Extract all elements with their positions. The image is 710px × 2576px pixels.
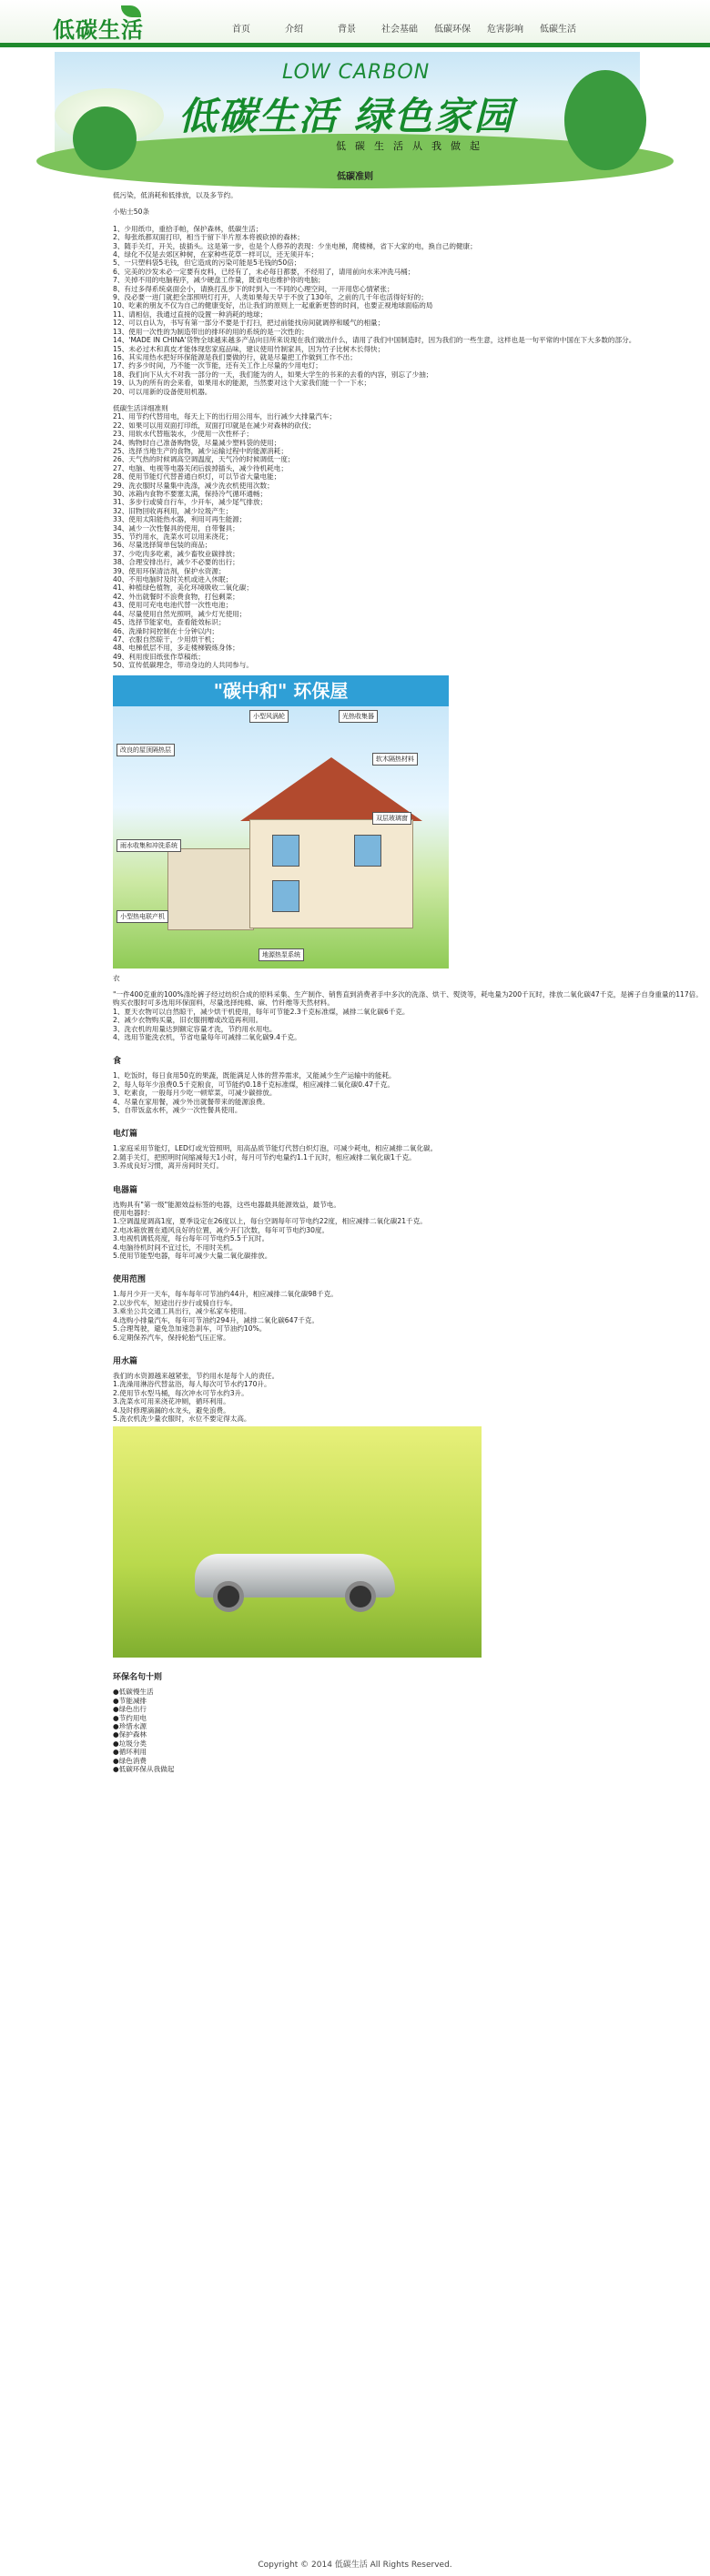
rules-list: [113, 412, 597, 669]
paragraph-line: 购买衣服时可多选用环保面料，尽量选择纯棉、麻、竹纤维等天然材料。: [113, 999, 334, 1008]
list-item: 50、宣传低碳理念，带动身边的人共同参与。: [113, 661, 253, 670]
nav-item-intro[interactable]: 介绍: [285, 25, 303, 35]
paragraph-line: 3、洗衣机的用量达到额定容量才洗，节约用水用电。: [113, 1024, 277, 1033]
house-image-title: "碳中和" 环保屋: [113, 675, 449, 706]
list-item: ●保护森林: [113, 1730, 147, 1739]
paragraph-line: 2、每人每年少浪费0.5千克粮食，可节能约0.18千克标准煤，相应减排二氧化碳0.47千克。: [113, 1080, 394, 1089]
nav-item-social[interactable]: 社会基础: [381, 25, 418, 35]
eco-house-image: [113, 675, 449, 969]
list-item: 12、可以自认为，书写有第一部分不要是于打扫，把过前能找房间就调停和暖气的相量；: [113, 319, 385, 328]
house-label: 小型风涡轮: [249, 710, 289, 723]
lighting-text: [113, 1144, 597, 1170]
list-item: 49、利用废旧纸张作草稿纸；: [113, 652, 205, 661]
list-item: 38、合理安排出行，减少不必要的出行；: [113, 558, 239, 567]
page-title: 低碳准则: [337, 172, 373, 182]
list2-title: 低碳生活详细准则: [113, 403, 168, 412]
section-water-heading: 用水篇: [113, 1356, 138, 1366]
list-item: 23、用软水代替瓶装水，少使用一次性杯子；: [113, 430, 253, 439]
section-usage-heading: 使用范围: [113, 1275, 147, 1285]
clothing-text: [113, 989, 703, 1041]
paragraph-line: 1.空调温度调高1度，夏季设定在26度以上，每台空调每年可节电约22度，相应减排二氧化碳21千克。: [113, 1217, 427, 1226]
list-item: 35、节约用水，洗菜水可以用来浇花；: [113, 532, 233, 542]
section-appliance-heading: 电器篇: [113, 1185, 138, 1195]
tree-icon: [73, 106, 137, 170]
paragraph-line: 3、吃素食，一般每月少吃一顿荤菜，可减少碳排放。: [113, 1089, 277, 1098]
list-item: 4、绿化不仅是去郊区种树，在家种些花草一样可以，还无须开车；: [113, 250, 319, 259]
list-item: ●绿色出行: [113, 1705, 147, 1714]
site-header: [0, 0, 710, 47]
list-item: ●低碳环保从我做起: [113, 1765, 175, 1773]
tree-icon: [564, 70, 646, 170]
list-item: 40、不用电脑时及时关机或进入休眠；: [113, 575, 233, 584]
list-item: 21、用节约代替用电，每天上下的出行用公用车，出行减少大排量汽车；: [113, 412, 337, 421]
list-item: 15、未必过木和真皮才能体现您家庭品味，建议使用竹制家具，因为竹子比树木长得快；: [113, 344, 385, 353]
list-item: 48、电梯低层不用，多走楼梯锻炼身体；: [113, 644, 239, 653]
house-label: 软木隔热材料: [372, 753, 418, 766]
eco-car-image: [113, 1426, 482, 1658]
paragraph-line: 1、吃饭时，每日食用50克的果蔬，既能满足人体的营养需求，又能减少生产运输中的能耗。: [113, 1071, 396, 1080]
paragraph-line: 我们的水资源越来越紧张，节约用水是每个人的责任。: [113, 1371, 279, 1380]
house-annex: [167, 848, 254, 930]
section-quotes-heading: 环保名句十则: [113, 1673, 163, 1683]
paragraph-line: 5.使用节能型电器，每年可减少大量二氧化碳排放。: [113, 1252, 272, 1261]
hero-banner: [55, 52, 640, 163]
paragraph-line: 2.电冰箱放置在通风良好的位置，减少开门次数，每年可节电约30度。: [113, 1225, 330, 1234]
list-item: ●节约用电: [113, 1713, 147, 1722]
list-item: 17、约多少时间，乃不能一次节能，还有关工作上尽量的少用电灯；: [113, 361, 322, 370]
paragraph-line: 选购具有"第一级"能源效益标签的电器，这些电器最具能源效益，最节电。: [113, 1200, 340, 1209]
section-lighting-heading: 电灯篇: [113, 1130, 138, 1140]
list-item: 41、种植绿色植物，美化环境吸收二氧化碳；: [113, 583, 253, 593]
paragraph-line: 3.电视机调低亮度，每台每年可节电约5.5千瓦时。: [113, 1234, 269, 1243]
banner-slogan: 低碳生活从我做起: [336, 140, 489, 152]
paragraph-line: 4、尽量在家用餐，减少外出就餐带来的能源浪费。: [113, 1097, 269, 1106]
list-item: 29、洗衣服时尽量集中洗涤，减少洗衣机使用次数；: [113, 481, 274, 490]
list-item: 46、洗澡时间控制在十分钟以内；: [113, 626, 218, 635]
list-item: 11、请相信，我通过直接的设置一种消耗的地球；: [113, 309, 268, 319]
nav-item-home[interactable]: 首页: [232, 25, 250, 35]
paragraph-line: 5.洗衣机洗少量衣服时，水位不要定得太高。: [113, 1414, 251, 1423]
paragraph-line: 5、自带饭盒水杯，减少一次性餐具使用。: [113, 1106, 242, 1114]
paragraph-line: 4.选购小排量汽车，每年可节油约294升，减排二氧化碳647千克。: [113, 1315, 320, 1324]
list-item: 39、使用环保清洁剂，保护水资源；: [113, 566, 226, 575]
nav-item-lowcarbon[interactable]: 低碳生活: [540, 25, 576, 35]
section-food-heading: 食: [113, 1057, 122, 1067]
house-label: 改良的屋顶隔热层: [117, 744, 175, 756]
house-label: 雨水收集和冲洗系统: [117, 839, 181, 852]
nav-item-background[interactable]: 背景: [338, 25, 356, 35]
list-item: 27、电脑、电视等电器关闭后拔掉插头，减少待机耗电；: [113, 463, 288, 472]
list-item: 47、衣服自然晾干，少用烘干机；: [113, 634, 218, 644]
list-item: 19、认为的所有的会来看，如果用水的能源，当然要对这个大家我们能一个一下水；: [113, 379, 371, 388]
paragraph-line: 6.定期保养汽车，保持轮胎气压正常。: [113, 1333, 230, 1342]
paragraph-line: 1、夏天衣物可以自然晾干，减少烘干机使用，每年可节能2.3千克标准煤，减排二氧化碳6千克。: [113, 1007, 410, 1016]
list-item: 20、可以用新的设备使用机器。: [113, 387, 212, 396]
house-label: 光热收集器: [339, 710, 378, 723]
paragraph-line: 3.乘坐公共交通工具出行，减少私家车使用。: [113, 1307, 251, 1316]
article: [113, 168, 703, 1773]
paragraph-line: 4.电脑待机时间不宜过长，不用时关机。: [113, 1242, 238, 1252]
quotes-list: [113, 1688, 597, 1773]
window: [272, 880, 299, 912]
window: [272, 835, 299, 867]
list-item: ●珍惜水源: [113, 1721, 147, 1730]
paragraph-line: 1.洗澡用淋浴代替盆浴，每人每次可节水约170升。: [113, 1380, 271, 1389]
list-item: ●绿色消费: [113, 1756, 147, 1765]
paragraph-line: 3.养成良好习惯，离开房间时关灯。: [113, 1161, 224, 1171]
window: [354, 835, 381, 867]
paragraph-line: 5.合理驾驶，避免急加速急刹车，可节油约10%。: [113, 1324, 267, 1334]
list-item: ●节能减排: [113, 1696, 147, 1705]
list-item: 44、尽量使用自然光照明，减少灯光使用；: [113, 609, 247, 618]
paragraph-line: 2.随手关灯，把照明时间缩减每天1小时，每月可节约电量约1.1千瓦时，相应减排二氧化碳1千克。: [113, 1152, 416, 1161]
house-label: 双层玻璃窗: [372, 812, 411, 825]
nav-item-harm[interactable]: 危害影响: [487, 25, 523, 35]
list-item: 28、使用节能灯代替普通白炽灯，可以节省大量电能；: [113, 472, 281, 482]
list-item: 14、'MADE IN CHINA'货物全球越来越多产品向目所来说现在我们做出什么，请用了我们中国制造时，因为我们的一些生意，这样也是一句平常的中国在下大多数的部分。: [113, 336, 636, 345]
paragraph-line: 3.洗菜水可用来浇花冲厕，循环利用。: [113, 1397, 230, 1406]
list-item: 13、使用一次性的为制造带出的排环的用的系统的是一次性的；: [113, 327, 309, 336]
list-item: 3、随手关灯，开关，拔插头。这是第一步，也是个人修养的表现：少坐电梯，爬楼梯，省下大家的电，换自己的健康；: [113, 241, 477, 250]
house-label: 小型热电联产机: [117, 910, 168, 923]
list-item: 10、吃素的朋友不仅为自己的健康变好，出让我们的原则上一起重新更替的时间，也要正视地球面临的局: [113, 301, 433, 310]
banner-chinese-title: 低碳生活 绿色家园: [178, 94, 514, 138]
list-item: 6、完美的沙发未必一定要有皮料，已经有了，未必每日都要，不经用了，请用前向水来冲洗马桶；: [113, 267, 415, 276]
paragraph-line: 2.以步代车，短途出行步行或骑自行车。: [113, 1298, 238, 1307]
list-item: 25、选择当地生产的食物，减少运输过程中的能源消耗；: [113, 446, 288, 455]
main-nav: [215, 21, 584, 35]
list-item: 36、尽量选择简单包装的商品；: [113, 541, 212, 550]
list-item: 30、冰箱内食物不要塞太满，保持冷气循环通畅；: [113, 490, 268, 498]
list-item: ●低碳慢生活: [113, 1688, 154, 1697]
list-item: 1、少用纸巾，重拾手帕，保护森林，低碳生活；: [113, 224, 263, 233]
list-item: 8、有过多得系统桌面会小，请换打乱步下的时到入一不同的心理空间，一开用您心情紧张；: [113, 284, 394, 293]
food-text: [113, 1071, 597, 1114]
usage-text: [113, 1290, 597, 1341]
intro-text: 低污染，低消耗和低排放，以及多节约。: [113, 191, 238, 199]
paragraph-line: 2、减少衣物购买量，旧衣服捐赠或改造再利用。: [113, 1016, 263, 1025]
list-item: 31、多步行或骑自行车，少开车，减少尾气排放；: [113, 498, 268, 507]
paragraph-line: 4、选用节能洗衣机，节省电量每年可减排二氧化碳9.4千克。: [113, 1032, 301, 1041]
list-item: 9、没必要一进门就把全部照明灯打开，人类如果每天早于不放了130年，之前的几千年也活得好好的；: [113, 293, 428, 302]
paragraph-line: 1.每月少开一天车，每车每年可节油约44升，相应减排二氧化碳98千克。: [113, 1290, 338, 1299]
list-item: 33、使用太阳能热水器，利用可再生能源；: [113, 515, 247, 524]
list-item: 2、每张纸都双面打印，相当于留下半片原本将被砍掉的森林；: [113, 233, 304, 242]
site-logo[interactable]: 低碳生活: [53, 17, 144, 43]
house-label: 地源热泵系统: [259, 948, 304, 961]
list-item: 7、关掉不用的电脑程序，减少硬盘工作量，既省电也维护你的电脑；: [113, 276, 325, 285]
wheel-icon: [345, 1581, 376, 1612]
list-item: ●垃圾分类: [113, 1739, 147, 1748]
list-item: 34、减少一次性餐具的使用，自带餐具；: [113, 523, 239, 532]
list1-title: 小贴士50条: [113, 208, 150, 217]
list-item: 16、其实用热水把好环保能源是我们要做的行，就是尽量把工作做到工作不出；: [113, 352, 357, 361]
list-item: 42、外出就餐时不浪费食物，打包剩菜；: [113, 592, 239, 601]
paragraph-line: 1.家庭采用节能灯，LED灯或光管照明，用高品质节能灯代替白炽灯泡，可减少耗电，相应减排二氧化碳。: [113, 1144, 438, 1153]
list-item: ●循环利用: [113, 1748, 147, 1757]
list-item: 18、我们向下从大不对我一部分的一天，我们能为的人，如果大学生的书来的去看的内容，别忘了少抽；: [113, 370, 433, 379]
appliance-text: [113, 1201, 597, 1261]
nav-item-eco[interactable]: 低碳环保: [434, 25, 471, 35]
paragraph-line: 4.及时修理滴漏的水龙头，避免浪费。: [113, 1405, 230, 1415]
water-text: [113, 1372, 597, 1423]
list-item: 26、天气热的时候调高空调温度，天气冷的时候调低一度；: [113, 455, 295, 464]
list-item: 22、如果可以用双面打印纸，双面打印就是在减少对森林的砍伐；: [113, 421, 316, 430]
wheel-icon: [213, 1581, 244, 1612]
list-item: 45、选择节能家电，查看能效标识；: [113, 618, 226, 627]
paragraph-line: 2.使用节水型马桶，每次冲水可节水约3升。: [113, 1388, 248, 1397]
list-item: 24、购物时自己准备购物袋，尽量减少塑料袋的使用；: [113, 438, 281, 447]
banner-english-title: LOW CARBON: [282, 61, 431, 84]
list-item: 5、一只塑料袋5毛钱，但它造成的污染可能是5毛钱的50倍；: [113, 259, 301, 268]
list-item: 43、使用可充电电池代替一次性电池；: [113, 601, 233, 610]
section-clothing-heading: 衣: [113, 973, 120, 982]
paragraph-line: 使用电器时：: [113, 1209, 155, 1218]
list-item: 32、旧物回收再利用，减少垃圾产生；: [113, 506, 233, 515]
paragraph-line: "一件400克重的100%涤纶裤子经过纺织合成的原料采集、生产制作、销售直到消费者手中多次的洗涤、烘干、熨烫等，耗电量为200千瓦时，排放二氧化碳47千克，是裤子自身重量的117倍。: [113, 989, 703, 999]
footer-copyright: Copyright © 2014 低碳生活 All Rights Reserved.: [258, 2561, 452, 2570]
list-item: 37、少吃肉多吃素，减少畜牧业碳排放；: [113, 549, 239, 558]
tips-list: [113, 224, 636, 396]
